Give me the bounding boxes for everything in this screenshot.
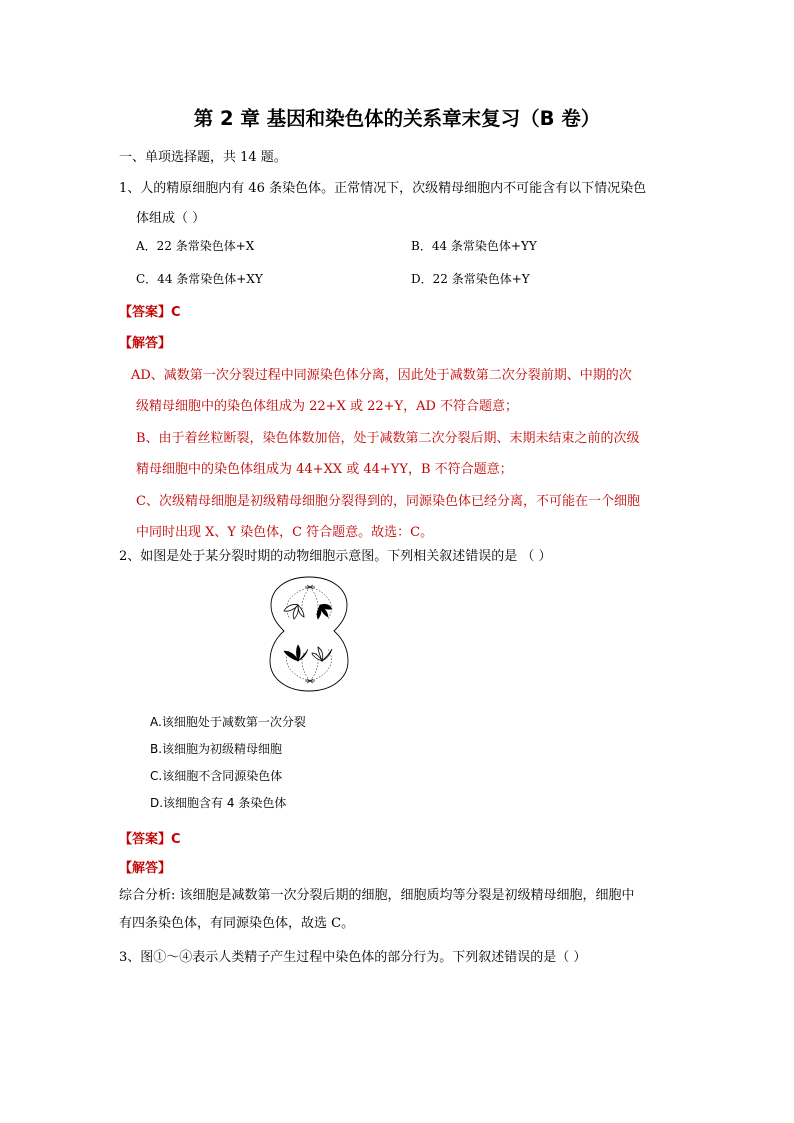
q1-analysis-line: C、次级精母细胞是初级精母细胞分裂得到的，同源染色体已经分离，不可能在一个细胞 (136, 494, 640, 509)
section-heading: 一、单项选择题，共 14 题。 (119, 150, 287, 165)
q1-analysis-label: 【解答】 (119, 336, 172, 351)
q1-analysis-line: 中同时出现 X、Y 染色体，C 符合题意。故选：C。 (136, 525, 434, 540)
q2-option-d: D.该细胞含有 4 条染色体 (150, 796, 287, 810)
q2-analysis-line: 有四条染色体，有同源染色体，故选 C。 (119, 916, 355, 931)
dividing-cell-diagram (268, 573, 350, 695)
q1-answer: 【答案】C (119, 305, 181, 320)
q2-option-c: C.该细胞不含同源染色体 (150, 769, 283, 783)
q2-stem: 2、如图是处于某分裂时期的动物细胞示意图。下列相关叙述错误的是 （ ） (119, 549, 552, 564)
q1-option-a: A．22 条常染色体+X (136, 239, 255, 253)
q2-analysis-line: 综合分析: 该细胞是减数第一次分裂后期的细胞，细胞质均等分裂是初级精母细胞，细胞中 (119, 888, 635, 903)
q1-analysis-line: AD、减数第一次分裂过程中同源染色体分离，因此处于减数第二次分裂前期、中期的次 (131, 368, 632, 383)
q2-answer: 【答案】C (119, 832, 181, 847)
q2-option-b: B.该细胞为初级精母细胞 (150, 742, 283, 756)
q1-option-b: B．44 条常染色体+YY (411, 239, 537, 253)
q3-stem: 3、图①～④表示人类精子产生过程中染色体的部分行为。下列叙述错误的是（ ） (119, 950, 587, 965)
q2-analysis-label: 【解答】 (119, 861, 172, 876)
q1-stem-line2: 体组成（ ） (136, 211, 206, 226)
q1-analysis-line: 精母细胞中的染色体组成为 44+XX 或 44+YY，B 不符合题意； (136, 462, 513, 477)
q1-option-d: D．22 条常染色体+Y (411, 272, 530, 286)
q2-option-a: A.该细胞处于减数第一次分裂 (150, 715, 306, 729)
q1-analysis-line: B、由于着丝粒断裂，染色体数加倍，处于减数第二次分裂后期、末期未结束之前的次级 (136, 431, 640, 446)
q1-analysis-line: 级精母细胞中的染色体组成为 22+X 或 22+Y，AD 不符合题意； (136, 399, 519, 414)
q1-stem-line1: 1、人的精原细胞内有 46 条染色体。正常情况下，次级精母细胞内不可能含有以下情况染色 (119, 181, 647, 196)
page-title: 第 2 章 基因和染色体的关系章末复习（B 卷） (193, 107, 601, 130)
q1-option-c: C．44 条常染色体+XY (136, 272, 263, 286)
